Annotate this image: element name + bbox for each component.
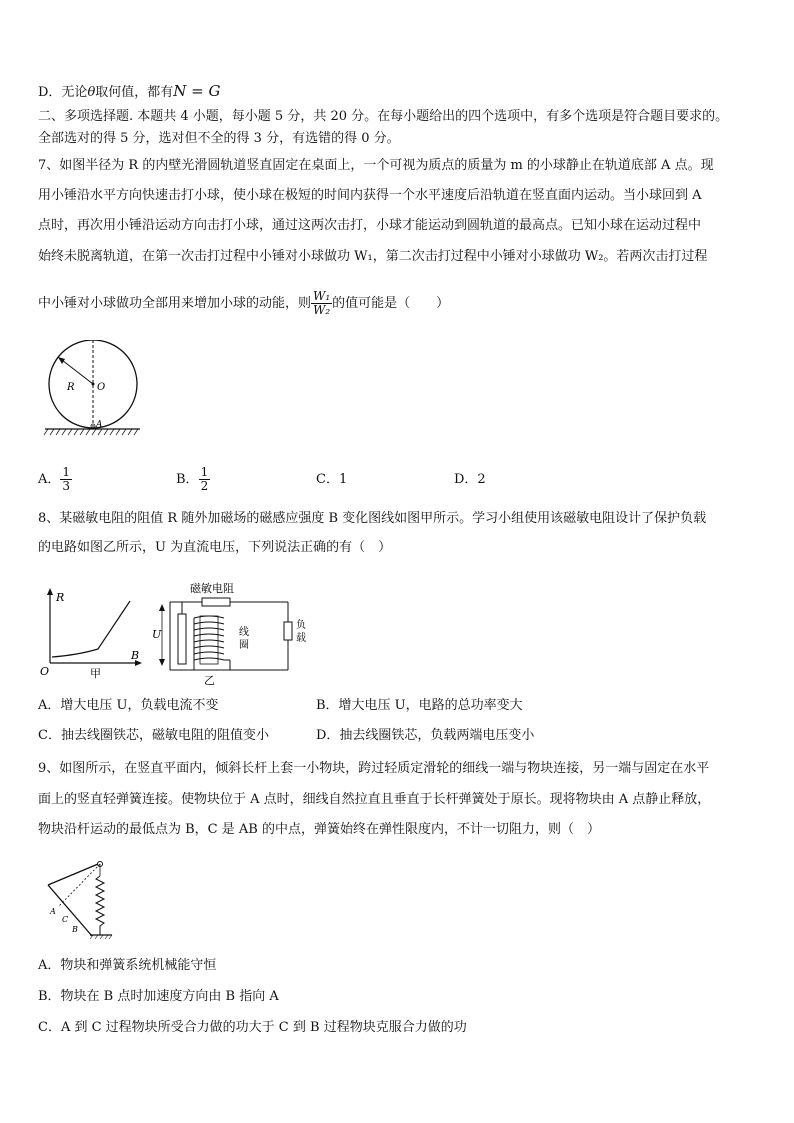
q7-text-line4: 始终未脱离轨道，在第一次击打过程中小锤对小球做功 W₁，第二次击打过程中小锤对小球做功 W₂。若两次击打过程 — [38, 249, 708, 264]
q8-coil-label-2: 圈 — [239, 640, 249, 651]
q8-load-label-1: 负 — [296, 620, 306, 631]
q9-text-line1: 9、如图所示，在竖直平面内，倾斜长杆上套一小物块，跨过轻质定滑轮的细线一端与物块连接，另一端与固定在水平 — [38, 761, 710, 776]
q8-text-line1: 8、某磁敏电阻的阻值 R 随外加磁场的磁感应强度 B 变化图线如图甲所示。学习小组使用该磁敏电阻设计了保护负载 — [38, 511, 707, 526]
q7-label-r: R — [67, 382, 75, 393]
q9-option-a[interactable]: A．物块和弹簧系统机械能守恒 — [38, 958, 217, 973]
q7-option-d[interactable]: D．2 — [454, 472, 486, 487]
q8-origin: O — [40, 665, 50, 678]
q9-rod-spring-figure — [40, 860, 120, 945]
q8-label-u: U — [152, 628, 162, 641]
q8-axis-r: R — [56, 591, 65, 604]
q9-text-line3: 物块沿杆运动的最低点为 B，C 是 AB 的中点，弹簧始终在弹性限度内，不计一切阻力，则（ ） — [38, 822, 600, 837]
q8-label-yi: 乙 — [204, 674, 215, 687]
q8-option-a[interactable]: A．增大电压 U，负载电流不变 — [38, 698, 219, 713]
q7-option-c[interactable]: C．1 — [316, 472, 348, 487]
q7-option-a[interactable]: A． $\frac{1}{3}$ — [38, 465, 71, 493]
q8-text-line2: 的电路如图乙所示，U 为直流电压，下列说法正确的有（ ） — [38, 540, 392, 555]
q8-label-jia: 甲 — [90, 667, 101, 680]
q7-circle-track-figure — [40, 340, 150, 440]
q7-label-o: O — [97, 382, 106, 393]
q8-option-d[interactable]: D．抽去线圈铁芯，负载两端电压变小 — [316, 728, 535, 743]
section2-heading-line2: 全部选对的得 5 分，选对但不全的得 3 分，有选错的得 0 分。 — [38, 131, 400, 146]
q7-label-a: A — [96, 420, 103, 430]
q8-option-b[interactable]: B．增大电压 U，电路的总功率变大 — [316, 698, 523, 713]
q9-text-line2: 面上的竖直轻弹簧连接。使物块位于 A 点时，细线自然拉直且垂直于长杆弹簧处于原长。现将物块由 A 点静止释放， — [38, 792, 711, 807]
q8-load-label-2: 载 — [296, 633, 306, 644]
q8-option-c[interactable]: C．抽去线圈铁芯，磁敏电阻的阻值变小 — [38, 728, 269, 743]
q9-label-a: A — [50, 907, 56, 916]
q7-text-line1: 7、如图半径为 R 的内壁光滑圆轨道竖直固定在桌面上，一个可视为质点的质量为 m 的小球静止在轨道底部 A 点。现 — [38, 158, 714, 173]
q8-graph-jia — [38, 585, 148, 680]
section2-heading-line1: 二、多项选择题. 本题共 4 小题，每小题 5 分，共 20 分。在每小题给出的四个选项中，有多个选项是符合题目要求的。 — [38, 109, 729, 124]
q8-circuit-yi — [150, 580, 310, 688]
q8-resistor-label: 磁敏电阻 — [190, 582, 234, 595]
q7-ratio-fraction: $\frac{\text{W₁}}{\text{W₂}}$ — [313, 289, 331, 317]
q7-text-line5: 中小锤对小球做功全部用来增加小球的动能，则 $\frac{\text{W₁}}{\text{W₂}}$ 的值可能是（ ） — [38, 289, 450, 317]
q8-coil-label-1: 线 — [239, 627, 249, 638]
q6-option-d: D．无论θ取何值，都有N = G — [38, 82, 221, 100]
q8-axis-b: B — [131, 649, 140, 662]
q9-option-c[interactable]: C．A 到 C 过程物块所受合力做的功大于 C 到 B 过程物块克服合力做的功 — [38, 1020, 467, 1035]
q7-text-line2: 用小锤沿水平方向快速击打小球，使小球在极短的时间内获得一个水平速度后沿轨道在竖直面内运动。当小球回到 A — [38, 188, 702, 203]
q7-option-b[interactable]: B． $\frac{1}{2}$ — [176, 465, 209, 493]
q9-label-c: C — [62, 915, 69, 924]
q7-text-line3: 点时，再次用小锤沿运动方向击打小球，通过这两次击打，小球才能运动到圆轨道的最高点。已知小球在运动过程中 — [38, 218, 702, 233]
q9-option-b[interactable]: B．物块在 B 点时加速度方向由 B 指向 A — [38, 989, 279, 1004]
q9-label-b: B — [72, 925, 78, 934]
